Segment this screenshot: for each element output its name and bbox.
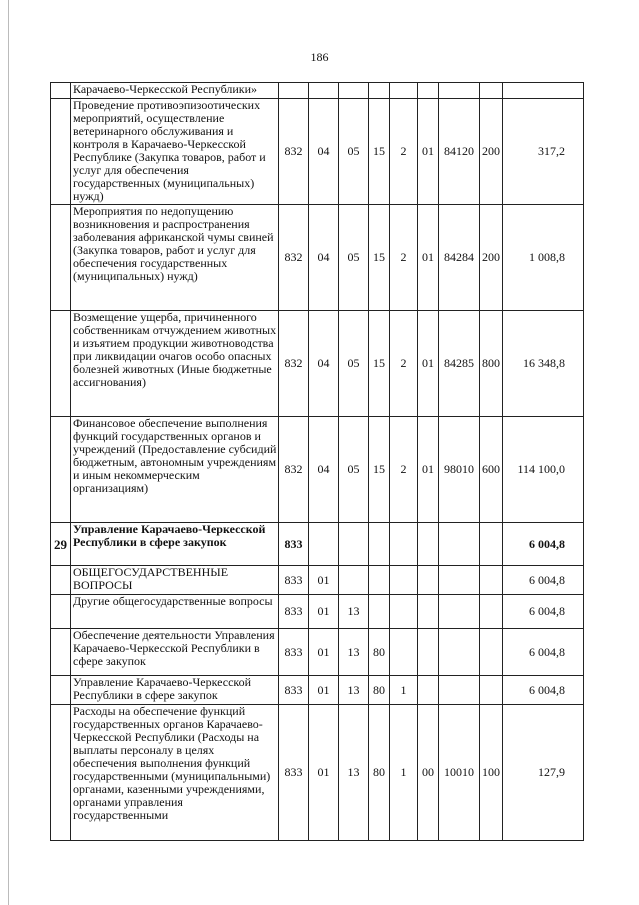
amount-cell: 6 004,8: [503, 595, 584, 629]
code-cell-c5: [390, 595, 418, 629]
code-cell-c6: 01: [418, 311, 439, 417]
budget-table: [50, 82, 584, 841]
amount-cell: 127,9: [503, 705, 584, 841]
row-name: Другие общегосударственные вопросы: [71, 595, 279, 629]
code-cell-c7: [439, 595, 480, 629]
row-index: [51, 417, 71, 523]
code-cell-c5: 2: [390, 205, 418, 311]
table-row: [51, 205, 584, 311]
code-cell-c4: [369, 595, 390, 629]
code-cell-c1: 833: [279, 705, 309, 841]
code-cell-c2: 01: [309, 595, 339, 629]
code-cell-c5: [390, 566, 418, 595]
code-cell-c8: 200: [480, 205, 503, 311]
table-row: [51, 83, 584, 99]
code-cell-c2: 04: [309, 205, 339, 311]
code-cell-c1: 833: [279, 595, 309, 629]
table-row: [51, 523, 584, 566]
code-cell-c4: 80: [369, 676, 390, 705]
code-cell-c2: 01: [309, 676, 339, 705]
code-cell-c1: 833: [279, 629, 309, 676]
code-cell-c2: [309, 523, 339, 566]
code-cell-c4: 15: [369, 205, 390, 311]
code-cell-c8: 600: [480, 417, 503, 523]
code-cell-c7: [439, 523, 480, 566]
row-index: [51, 705, 71, 841]
code-cell-c7: [439, 629, 480, 676]
code-cell-c1: 832: [279, 205, 309, 311]
table-row: [51, 311, 584, 417]
amount-cell: 6 004,8: [503, 523, 584, 566]
code-cell-c3: 13: [339, 595, 369, 629]
code-cell-c8: [480, 566, 503, 595]
row-index: [51, 676, 71, 705]
amount-cell: 317,2: [503, 99, 584, 205]
code-cell-c5: 1: [390, 705, 418, 841]
row-index: [51, 99, 71, 205]
code-cell-c6: [418, 566, 439, 595]
code-cell-c6: 01: [418, 417, 439, 523]
code-cell-c4: 15: [369, 417, 390, 523]
row-name: Возмещение ущерба, причиненного собственникам отчуждением животных и изъятием продукции животноводства при ликвидации очагов особо опасных болезней животных (Иные бюджетные ассигнования): [71, 311, 279, 417]
code-cell-c3: [339, 566, 369, 595]
code-cell-c1: [279, 83, 309, 99]
code-cell-c8: 200: [480, 99, 503, 205]
row-name: ОБЩЕГОСУДАРСТВЕННЫЕ ВОПРОСЫ: [71, 566, 279, 595]
code-cell-c5: 1: [390, 676, 418, 705]
code-cell-c1: 833: [279, 676, 309, 705]
amount-cell: 6 004,8: [503, 566, 584, 595]
code-cell-c7: [439, 566, 480, 595]
code-cell-c2: 01: [309, 705, 339, 841]
table-row: [51, 629, 584, 676]
code-cell-c1: 832: [279, 417, 309, 523]
table-row: [51, 417, 584, 523]
code-cell-c7: [439, 676, 480, 705]
code-cell-c7: 10010: [439, 705, 480, 841]
row-name: Финансовое обеспечение выполнения функций государственных органов и учреждений (Предоставление субсидий бюджетным, автономным учреждениям и иным некоммерческим организациям): [71, 417, 279, 523]
row-name: Карачаево-Черкесской Республики»: [71, 83, 279, 99]
code-cell-c3: [339, 523, 369, 566]
row-index: 29: [51, 523, 71, 566]
code-cell-c5: 2: [390, 417, 418, 523]
code-cell-c6: [418, 595, 439, 629]
code-cell-c8: 800: [480, 311, 503, 417]
code-cell-c8: [480, 523, 503, 566]
amount-cell: 1 008,8: [503, 205, 584, 311]
code-cell-c7: 98010: [439, 417, 480, 523]
amount-cell: 114 100,0: [503, 417, 584, 523]
code-cell-c3: [339, 83, 369, 99]
code-cell-c4: 80: [369, 705, 390, 841]
table-body: [51, 83, 584, 841]
code-cell-c5: [390, 523, 418, 566]
code-cell-c2: 01: [309, 629, 339, 676]
code-cell-c3: 05: [339, 311, 369, 417]
table-row: [51, 705, 584, 841]
code-cell-c6: 00: [418, 705, 439, 841]
table-row: [51, 99, 584, 205]
code-cell-c4: 80: [369, 629, 390, 676]
row-name: Мероприятия по недопущению возникновения и распространения заболевания африканской чумы свиней (Закупка товаров, работ и услуг для обеспечения государственных (муниципальных) нужд): [71, 205, 279, 311]
code-cell-c3: 05: [339, 417, 369, 523]
code-cell-c3: 13: [339, 705, 369, 841]
code-cell-c6: [418, 676, 439, 705]
row-name: Обеспечение деятельности Управления Карачаево-Черкесской Республики в сфере закупок: [71, 629, 279, 676]
row-index: [51, 595, 71, 629]
row-index: [51, 566, 71, 595]
code-cell-c6: [418, 523, 439, 566]
code-cell-c4: [369, 566, 390, 595]
code-cell-c5: [390, 83, 418, 99]
amount-cell: 6 004,8: [503, 676, 584, 705]
code-cell-c4: [369, 83, 390, 99]
code-cell-c1: 832: [279, 311, 309, 417]
table-row: [51, 676, 584, 705]
code-cell-c6: 01: [418, 99, 439, 205]
code-cell-c6: [418, 629, 439, 676]
amount-cell: [503, 83, 584, 99]
code-cell-c6: 01: [418, 205, 439, 311]
code-cell-c6: [418, 83, 439, 99]
scan-edge-line: [8, 0, 9, 905]
code-cell-c7: 84120: [439, 99, 480, 205]
code-cell-c2: 04: [309, 99, 339, 205]
code-cell-c1: 832: [279, 99, 309, 205]
code-cell-c1: 833: [279, 566, 309, 595]
code-cell-c8: [480, 595, 503, 629]
row-name: Расходы на обеспечение функций государственных органов Карачаево-Черкесской Республики (Расходы на выплаты персоналу в целях обеспечения выполнения функций государственными (муниципальными) органами, казенными учреждениями, органами управления государственными: [71, 705, 279, 841]
code-cell-c4: [369, 523, 390, 566]
code-cell-c2: [309, 83, 339, 99]
row-name: Проведение противоэпизоотических мероприятий, осуществление ветеринарного обслуживания и контроля в Карачаево-Черкесской Республике (Закупка товаров, работ и услуг для обеспечения государственных (муниципальных) нужд): [71, 99, 279, 205]
table-row: [51, 566, 584, 595]
code-cell-c5: 2: [390, 99, 418, 205]
code-cell-c4: 15: [369, 99, 390, 205]
code-cell-c3: 13: [339, 676, 369, 705]
code-cell-c2: 01: [309, 566, 339, 595]
code-cell-c3: 05: [339, 99, 369, 205]
row-name: Управление Карачаево-Черкесской Республики в сфере закупок: [71, 676, 279, 705]
code-cell-c2: 04: [309, 417, 339, 523]
code-cell-c8: 100: [480, 705, 503, 841]
table-row: [51, 595, 584, 629]
row-index: [51, 629, 71, 676]
row-index: [51, 311, 71, 417]
code-cell-c1: 833: [279, 523, 309, 566]
code-cell-c7: [439, 83, 480, 99]
code-cell-c8: [480, 629, 503, 676]
code-cell-c5: 2: [390, 311, 418, 417]
row-index: [51, 83, 71, 99]
code-cell-c7: 84284: [439, 205, 480, 311]
code-cell-c2: 04: [309, 311, 339, 417]
code-cell-c8: [480, 676, 503, 705]
code-cell-c4: 15: [369, 311, 390, 417]
row-name: Управление Карачаево-Черкесской Республики в сфере закупок: [71, 523, 279, 566]
page-number: 186: [310, 50, 329, 64]
amount-cell: 6 004,8: [503, 629, 584, 676]
code-cell-c7: 84285: [439, 311, 480, 417]
code-cell-c3: 05: [339, 205, 369, 311]
code-cell-c8: [480, 83, 503, 99]
code-cell-c3: 13: [339, 629, 369, 676]
row-index: [51, 205, 71, 311]
amount-cell: 16 348,8: [503, 311, 584, 417]
code-cell-c5: [390, 629, 418, 676]
